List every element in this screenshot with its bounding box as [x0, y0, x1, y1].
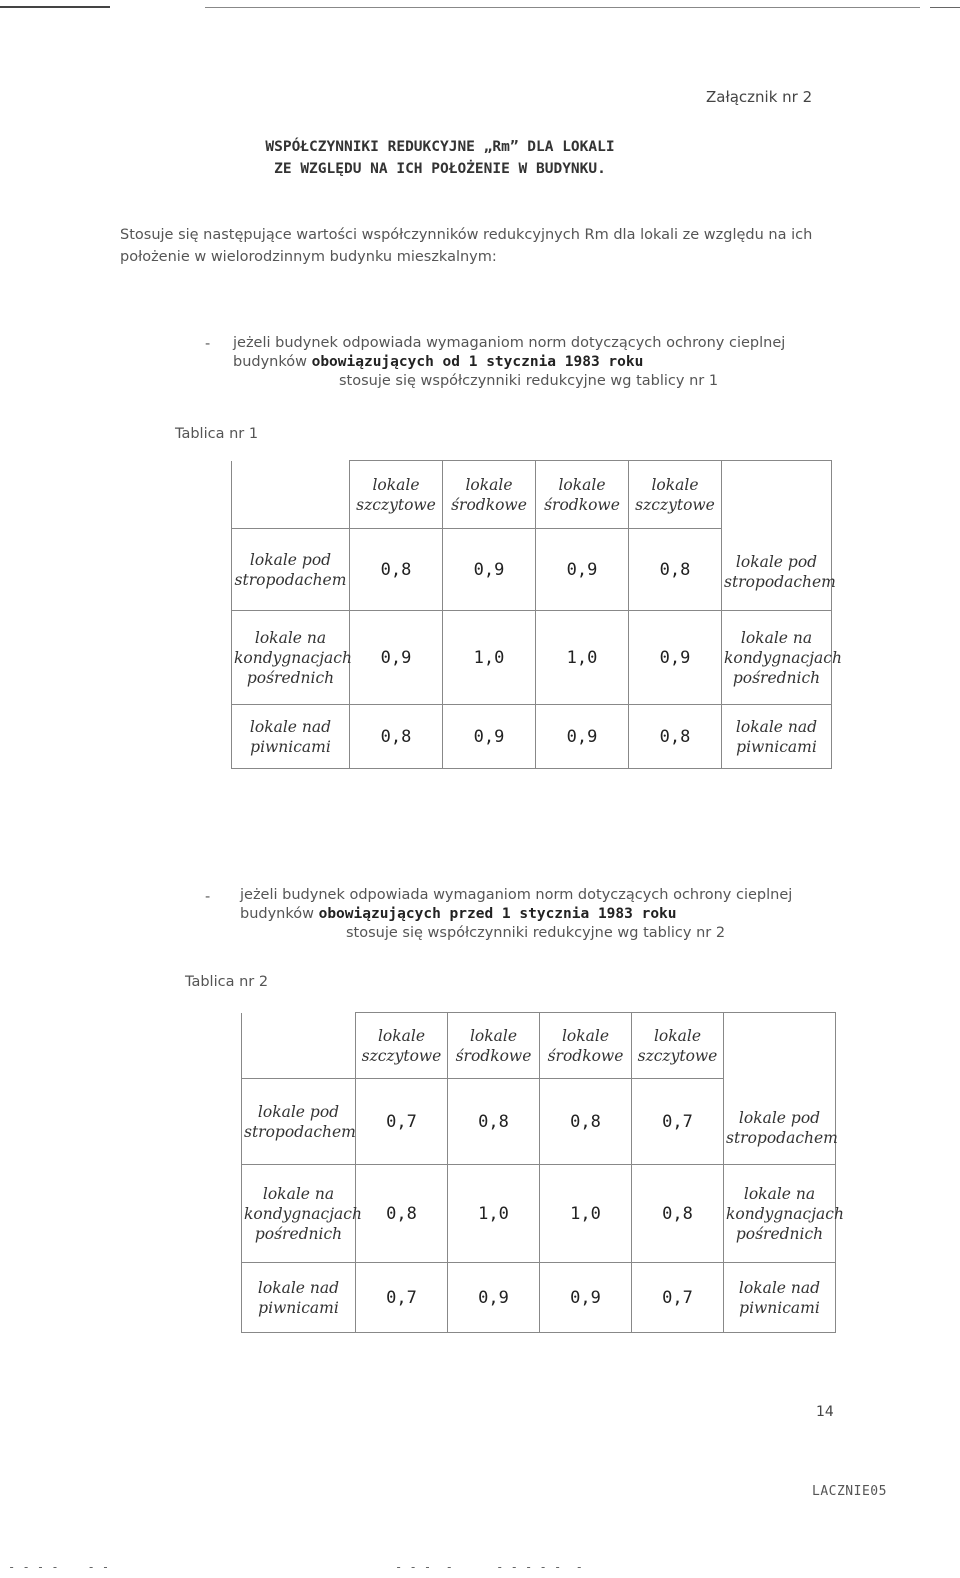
table-1-label: Tablica nr 1	[175, 426, 259, 442]
document-title-line-2: ZE WZGLĘDU NA ICH POŁOŻENIE W BUDYNKU.	[274, 161, 606, 177]
bullet-marker: -	[205, 336, 211, 352]
table-2-col-header: lokale środkowe	[540, 1013, 632, 1079]
table-1-col-header: lokale środkowe	[536, 461, 629, 529]
table-1-col-header: lokale szczytowe	[629, 461, 722, 529]
table-1-row-label-right: lokale nad piwnicami	[722, 705, 832, 769]
table-1-row-label-left: lokale nad piwnicami	[232, 705, 350, 769]
table-2-row-label-right: lokale pod stropodachem	[724, 1013, 836, 1165]
reduction-table-1	[231, 460, 842, 769]
table-1-cell: 0,9	[443, 705, 536, 769]
bullet-marker: -	[205, 889, 211, 905]
page-number: 14	[816, 1404, 834, 1420]
table-1-cell: 0,9	[443, 529, 536, 611]
table-1-row-label-right: lokale pod stropodachem	[722, 461, 832, 611]
table-1-cell: 0,9	[536, 529, 629, 611]
table-2-col-header: lokale środkowe	[448, 1013, 540, 1079]
table-1-cell: 1,0	[536, 611, 629, 705]
table-2-cell: 0,8	[540, 1079, 632, 1165]
table-2-row-label-left: lokale nad piwnicami	[242, 1263, 356, 1333]
condition-2-line-3: stosuje się współczynniki redukcyjne wg tablicy nr 2	[346, 925, 726, 941]
table-1-col-header: lokale szczytowe	[350, 461, 443, 529]
scan-edge-line	[205, 7, 920, 8]
condition-1-line-1: jeżeli budynek odpowiada wymaganiom norm dotyczących ochrony cieplnej	[233, 335, 786, 351]
document-title-line-1: WSPÓŁCZYNNIKI REDUKCYJNE „Rm” DLA LOKALI	[265, 139, 615, 155]
scan-edge-line	[0, 6, 110, 8]
table-1-cell: 1,0	[443, 611, 536, 705]
reduction-table-2	[241, 1012, 844, 1333]
condition-2-line-2: budynków	[240, 906, 319, 922]
condition-1-line-2: budynków	[233, 354, 312, 370]
table-2-cell: 0,8	[448, 1079, 540, 1165]
table-1-corner-cell	[232, 461, 350, 529]
table-2-cell: 0,7	[356, 1263, 448, 1333]
table-1-cell: 0,8	[629, 529, 722, 611]
document-code: LACZNIE05	[812, 1484, 887, 1499]
table-2-row-label-right: lokale nad piwnicami	[724, 1263, 836, 1333]
table-1-row-label-left: lokale pod stropodachem	[232, 529, 350, 611]
table-2-cell: 0,9	[540, 1263, 632, 1333]
table-2-cell: 1,0	[540, 1165, 632, 1263]
table-2-row-label-left: lokale na kondygnacjach pośrednich	[242, 1165, 356, 1263]
condition-2	[240, 886, 840, 943]
table-2-row-label-right: lokale na kondygnacjach pośrednich	[724, 1165, 836, 1263]
scan-edge-line	[930, 7, 960, 8]
table-1-row-label-left: lokale na kondygnacjach pośrednich	[232, 611, 350, 705]
table-2-label: Tablica nr 2	[185, 974, 269, 990]
table-2-cell: 0,9	[448, 1263, 540, 1333]
table-2-cell: 0,8	[356, 1165, 448, 1263]
table-1-cell: 0,9	[629, 611, 722, 705]
intro-paragraph: Stosuje się następujące wartości współczynników redukcyjnych Rm dla lokali ze względu na ich położenie w wielorodzinnym budynku mieszkalnym:	[120, 227, 813, 265]
table-1-col-header: lokale środkowe	[443, 461, 536, 529]
table-1-cell: 0,8	[629, 705, 722, 769]
annex-label: Załącznik nr 2	[706, 88, 813, 106]
condition-2-bold: obowiązujących przed 1 stycznia 1983 roku	[318, 906, 677, 922]
table-1-cell: 0,9	[350, 611, 443, 705]
table-2-col-header: lokale szczytowe	[356, 1013, 448, 1079]
condition-1-bold: obowiązujących od 1 stycznia 1983 roku	[311, 354, 644, 370]
table-1-cell: 0,8	[350, 529, 443, 611]
table-2-row-label-left: lokale pod stropodachem	[242, 1079, 356, 1165]
table-2-cell: 0,7	[356, 1079, 448, 1165]
table-2-cell: 1,0	[448, 1165, 540, 1263]
table-2-cell: 0,7	[632, 1079, 724, 1165]
condition-2-line-1: jeżeli budynek odpowiada wymaganiom norm dotyczących ochrony cieplnej	[240, 887, 793, 903]
scan-edge-marks: - - - - - - - - - -	[395, 1560, 583, 1574]
table-1-cell: 0,8	[350, 705, 443, 769]
table-2-cell: 0,8	[632, 1165, 724, 1263]
condition-1-line-3: stosuje się współczynniki redukcyjne wg tablicy nr 1	[339, 373, 719, 389]
scan-edge-marks: - - - - - -	[8, 1560, 110, 1574]
condition-1	[233, 334, 833, 391]
table-1-row-label-right: lokale na kondygnacjach pośrednich	[722, 611, 832, 705]
table-1-cell: 0,9	[536, 705, 629, 769]
table-2-cell: 0,7	[632, 1263, 724, 1333]
table-2-col-header: lokale szczytowe	[632, 1013, 724, 1079]
table-2-corner-cell	[242, 1013, 356, 1079]
